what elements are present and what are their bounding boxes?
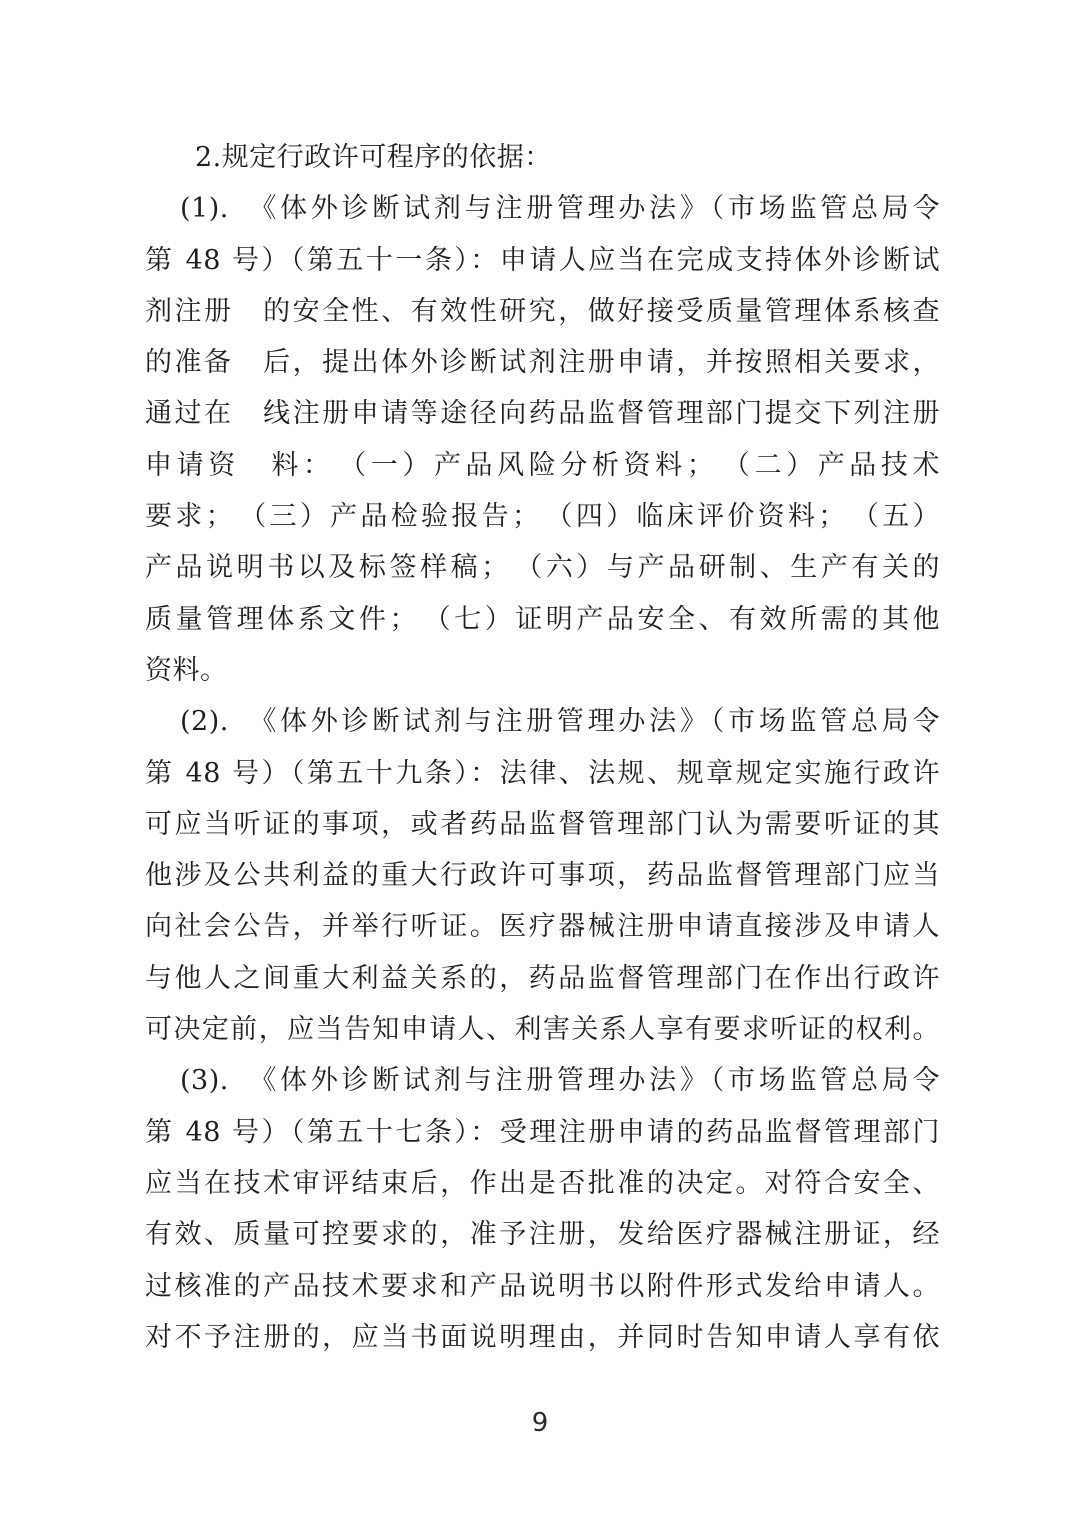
text-line: 第 48 号）（第五十九条）：法律、法规、规章规定实施行政许 <box>145 757 940 789</box>
page-number: 9 <box>531 1408 549 1438</box>
text-line: 有效、质量可控要求的，准予注册，发给医疗器械注册证，经 <box>145 1219 940 1251</box>
body-text <box>145 132 940 1363</box>
text-line: 要求； （三）产品检验报告； （四）临床评价资料； （五） <box>145 501 940 533</box>
text-line: 过核准的产品技术要求和产品说明书以附件形式发给申请人。 <box>145 1270 940 1302</box>
text-line: 对不予注册的，应当书面说明理由，并同时告知申请人享有依 <box>145 1321 940 1353</box>
text-line: 向社会公告，并举行听证。医疗器械注册申请直接涉及申请人 <box>145 911 940 943</box>
text-line: 剂注册 的安全性、有效性研究，做好接受质量管理体系核查 <box>145 295 940 327</box>
text-line: 可应当听证的事项，或者药品监督管理部门认为需要听证的其 <box>145 808 940 840</box>
text-line: 的准备 后，提出体外诊断试剂注册申请，并按照相关要求， <box>145 347 940 379</box>
text-line: (1). 《体外诊断试剂与注册管理办法》（市场监管总局令 <box>180 193 940 225</box>
text-line: 应当在技术审评结束后，作出是否批准的决定。对符合安全、 <box>145 1167 940 1199</box>
text-line: 第 48 号）（第五十七条）：受理注册申请的药品监督管理部门 <box>145 1116 940 1148</box>
text-line: 第 48 号）（第五十一条）：申请人应当在完成支持体外诊断试 <box>145 244 940 276</box>
text-line: 他涉及公共利益的重大行政许可事项，药品监督管理部门应当 <box>145 860 940 892</box>
text-line: 申请资 料： （一）产品风险分析资料； （二）产品技术 <box>145 449 940 481</box>
text-line: 质量管理体系文件； （七）证明产品安全、有效所需的其他 <box>145 603 940 635</box>
text-line: 资料。 <box>145 654 228 686</box>
text-line: 可决定前，应当告知申请人、利害关系人享有要求听证的权利。 <box>145 1014 940 1046</box>
text-line: 产品说明书以及标签样稿； （六）与产品研制、生产有关的 <box>145 552 940 584</box>
text-line: 与他人之间重大利益关系的，药品监督管理部门在作出行政许 <box>145 962 940 994</box>
text-line: 通过在 线注册申请等途径向药品监督管理部门提交下列注册 <box>145 398 940 430</box>
text-line: 2.规定行政许可程序的依据： <box>195 142 552 173</box>
text-line: (3). 《体外诊断试剂与注册管理办法》（市场监管总局令 <box>180 1065 940 1097</box>
text-line: (2). 《体外诊断试剂与注册管理办法》（市场监管总局令 <box>180 706 940 738</box>
